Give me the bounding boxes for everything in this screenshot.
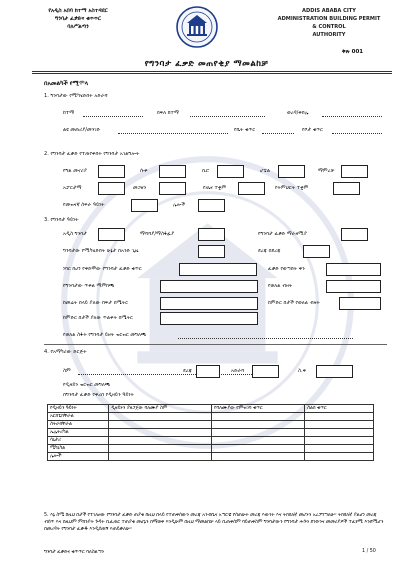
city-field[interactable] [83,116,143,117]
use-checkbox[interactable] [198,199,225,212]
floor-area-label: የወለል ስፋት የግንባታ ይዘት ዝርዝር መግለጫ [63,332,147,338]
use-label: ማምረቻ [318,168,335,174]
header-amharic [22,7,134,31]
use-label: ሆቴል [260,168,271,174]
subcity-field[interactable] [190,116,265,117]
table-row [48,453,374,461]
use-label: መጋዘን [133,185,147,191]
s1-heading: 1. ግንባታው የሚካሄድበት አድራሻ [44,93,108,99]
basement-depth-field[interactable] [160,312,258,325]
city-label: ከተማ [63,110,75,116]
use-checkbox[interactable] [159,165,186,178]
floor-count-label: የወለል ብዛት [268,283,293,289]
basement-depth-label: ከምድር በታች ያለው ጥልቀት በሜትር [63,315,133,321]
previous-permit-label: ነባር ከሆነ የቀድሞው የግንባታ ፈቃድ ቁጥር [63,266,142,272]
table-cell[interactable] [109,437,212,445]
header-right-line: AUTHORITY [312,32,346,38]
permit-date-label: ፈቃድ የወጣበት ቀን [268,266,305,272]
table-cell[interactable] [212,437,305,445]
table-row [48,429,374,437]
total-area-field[interactable] [160,280,258,293]
table-cell[interactable] [305,421,374,429]
use-checkbox[interactable] [131,199,158,212]
basement-count-label: ከምድር በታች የወለል ብዛት [268,300,320,306]
subcity-label: ክፍለ ከተማ [157,110,179,116]
special-place-label: ልዩ መጠሪያ/መንገድ [63,127,101,133]
table-cell[interactable] [212,413,305,421]
phasing-label: ግንባታው የሚካሄድበት ሁኔታ በአንድ ጊዜ [63,248,139,254]
header-right-line: ADDIS ABABA CITY [302,8,356,14]
use-label: የመዝናኛ ስፍራ ዓይነት [63,202,105,208]
design-detail-label: የዲዛይን ዝርዝር መግለጫ [63,382,111,388]
woreda-field[interactable] [322,116,382,117]
table-cell[interactable] [109,429,212,437]
declaration-paragraph: 5. እኔ ስሜ ከዚህ በታች የተገለፀው የግንባታ ፈቃድ ጠያቂ ከዚህ በላይ የተጠቀሰውን መረጃ አንብቤና አጣርቼ የሰጠሁት መረጃ እውነት እና ትክክለኛ መሆኑን አረጋግጣለሁ። ትክክለኛ ያልሆነ መረጃ ብሰጥ እና በዚህም ምክንያት ጉዳት ቢፈጠር ተጠያቂ መሆኔን በማወቅ እንዲሁም በዚህ ማመልከቻ ላይ ቢጠቀሰም ባይጠቀስም ግንባታውን የግንባታ ሕጉን ደንቡንና መመሪያዎች ተፈፃሚ እንደሚሆን በመረዳት የግንባታ ፈቃዱ እንዲሰጠኝ እጠይቃለሁ። [44,513,384,532]
floor-count-field[interactable] [326,280,381,293]
construction-type-checkbox[interactable] [341,228,368,241]
house-no-label: የቤት ቁጥር [234,127,256,133]
table-row [48,445,374,453]
height-field[interactable] [160,297,258,310]
table-cell[interactable] [109,421,212,429]
design-type-cell: ኤሌትሪካል [48,429,109,437]
design-type-cell: ሳኒታሪ [48,437,109,445]
table-cell[interactable] [212,421,305,429]
design-type-cell: ሜካኒካል [48,445,109,453]
house-no-field[interactable] [262,133,294,134]
table-row [48,413,374,421]
design-type-cell: ሌሎች [48,453,109,461]
construction-type-checkbox[interactable] [98,228,125,241]
table-cell[interactable] [305,453,374,461]
plot-no-field[interactable] [332,133,382,134]
use-label: ሱቅ [140,168,148,174]
table-cell[interactable] [212,453,305,461]
table-cell[interactable] [212,445,305,453]
table-header: የዲዛይን ዓይነት [48,405,109,413]
use-checkbox[interactable] [98,165,125,178]
design-type-cell: ስትራክቸራል [48,421,109,429]
consultant-address-label: አድራሻ [231,368,245,374]
table-cell[interactable] [212,429,305,437]
use-checkbox[interactable] [238,182,265,195]
table-header-row [48,405,374,413]
permit-date-field[interactable] [326,263,381,276]
header-left-line: ባለሥልጣን [67,24,89,30]
phasing-label: ደረጃ በደረጃ [258,248,281,254]
use-label: የጤና ተቋም [203,185,227,191]
title-rule [32,71,392,72]
use-label: አፓርታማ [63,185,82,191]
consultant-tel-label: ስ.ቀ [298,368,307,374]
use-checkbox[interactable] [278,165,305,178]
basement-count-field[interactable] [339,297,381,310]
design-type-label: በግንባታ ፈቃድ የቀረበ የዲዛይን ዓይነት [63,392,134,398]
table-cell[interactable] [305,413,374,421]
header-left-line: የአዲስ አበባ ከተማ አስተዳደር [48,8,108,14]
use-label: የግል መኖሪያ [63,168,87,174]
authority-logo [175,5,219,49]
table-header: ዲዛይኑን ያዘጋጀው ባለሙያ ስም [109,405,212,413]
plot-no-label: የቦታ ቁጥር [302,127,323,133]
use-label: ቢሮ [202,168,210,174]
title-rule-2 [32,73,392,74]
construction-type-label: የግንባታ ፈቃድ ማራዘሚያ [258,231,307,237]
phasing-checkbox[interactable] [198,245,225,258]
construction-type-label: ማሻሻያ/ማስፋፊያ [140,231,175,237]
section-divider [44,344,387,345]
use-checkbox[interactable] [159,182,186,195]
use-checkbox[interactable] [341,165,368,178]
design-team-table [47,404,374,461]
floor-area-field[interactable] [178,338,353,339]
design-type-cell: አርክቴክቸራል [48,413,109,421]
table-cell[interactable] [109,445,212,453]
s4-heading: 4. የአማካሪው ድርጅት [44,349,87,355]
total-area-label: የግንባታው ጥቅል ማምከጫ [63,283,115,289]
use-label: ሌሎች [173,202,185,208]
construction-type-checkbox[interactable] [198,228,225,241]
table-header: ስልክ ቁጥር [305,405,374,413]
header-right-line: ADMINISTRATION BUILDING PERMIT & CONTROL [277,16,381,30]
height-label: ከመሬት በላይ ያለው ከፍታ በሜትር [63,300,129,306]
special-place-field[interactable] [118,133,228,134]
phasing-checkbox[interactable] [303,245,330,258]
table-row [48,437,374,445]
page-number: 1 / 50 [362,549,376,554]
table-row [48,421,374,429]
table-cell[interactable] [305,429,374,437]
header-left-line: ግንባታ ፈቃድና ቁጥጥር [55,16,101,22]
table-cell[interactable] [305,437,374,445]
consultant-address-field[interactable] [252,365,279,378]
table-cell[interactable] [109,413,212,421]
section-applicant-heading: በአመልካች የሚሞላ [44,80,89,87]
table-cell[interactable] [305,445,374,453]
use-checkbox[interactable] [217,165,244,178]
table-cell[interactable] [109,453,212,461]
form-title: የግንባታ ፈቃድ መጠየቂያ ማመልከቻ [144,59,269,69]
woreda-label: ወረዳ/ቀበሌ [287,110,309,116]
consultant-level-field[interactable] [196,365,220,378]
consultant-tel-field[interactable] [316,365,353,378]
previous-permit-field[interactable] [179,263,257,276]
footer-authority: ግንባታ ፈቃድና ቁጥጥር ባለስልጣን [44,550,104,555]
use-checkbox[interactable] [333,182,360,195]
s3-heading: 3. የግንባታ ዓይነት [44,217,79,223]
header-english [275,7,383,39]
table-header: የባለሙያው የምዝገባ ቁጥር [212,405,305,413]
use-checkbox[interactable] [98,182,125,195]
s2-heading: 2. የግንባታ ፈቃድ የተጠየቀበት የግንባታ አገልግሎት [44,151,140,157]
form-number: ቅጽ 001 [342,49,364,55]
use-label: የትምህርት ተቋም [275,185,309,191]
construction-type-label: አዲስ ግንባታ [63,231,87,237]
consultant-name-label: ስም [63,368,71,374]
consultant-level-label: ደረጃ [183,368,192,374]
